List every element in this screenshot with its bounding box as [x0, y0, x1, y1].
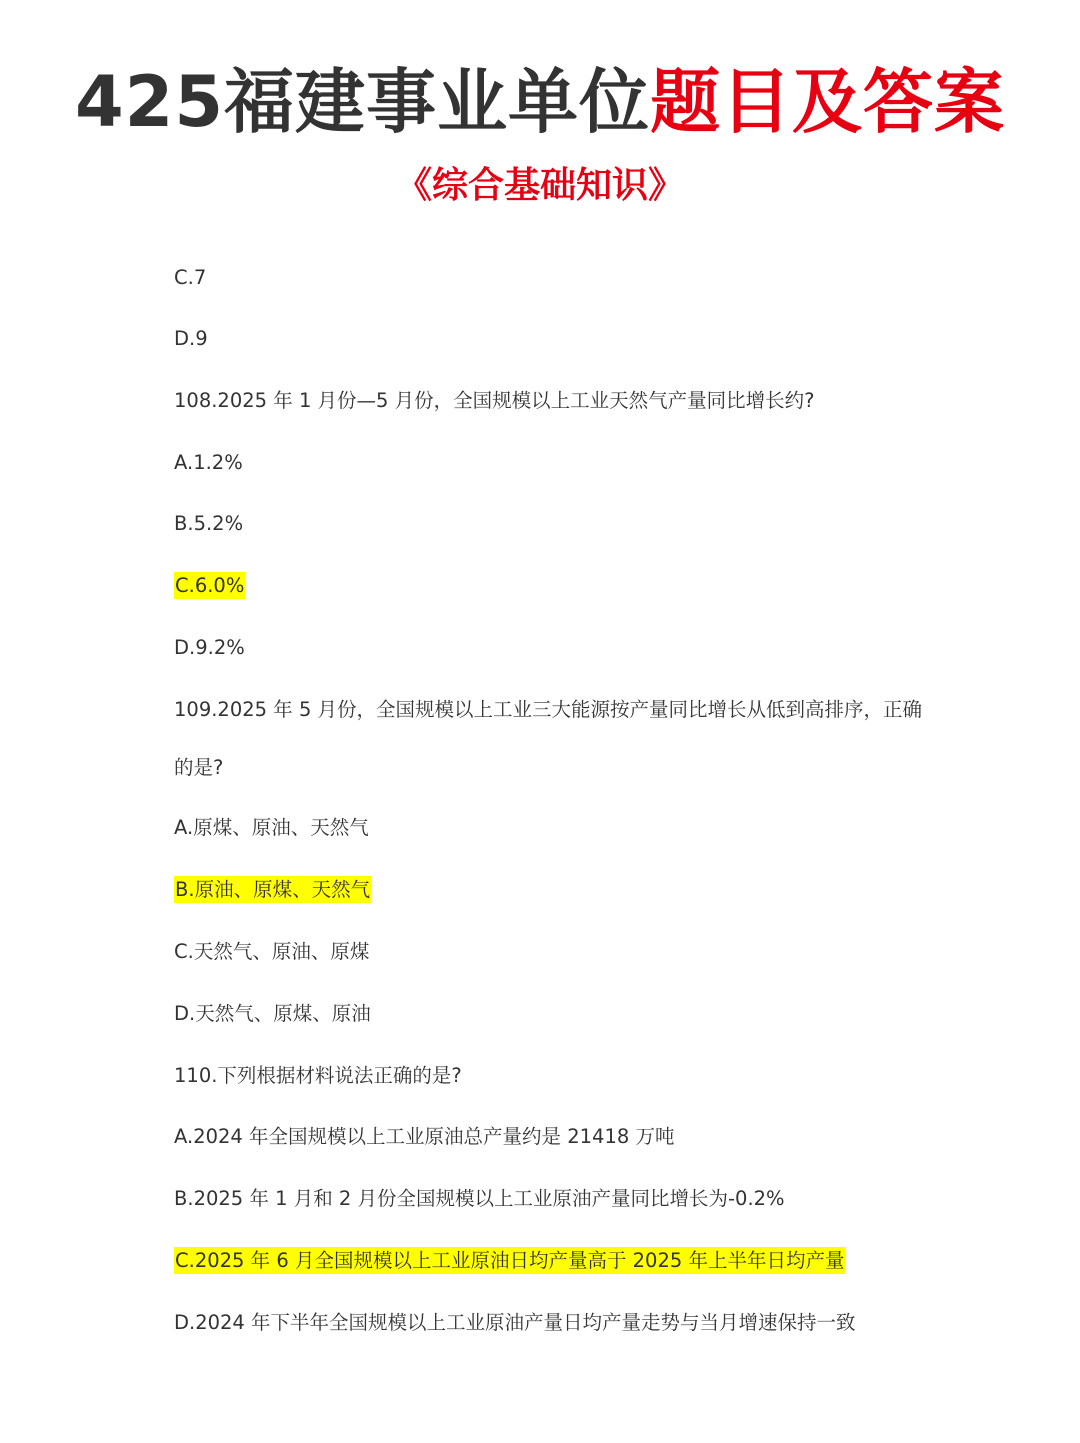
option-line — [174, 998, 371, 1030]
question-line — [174, 385, 815, 417]
correct-answer-line — [174, 874, 371, 906]
question-line — [174, 694, 922, 726]
line-text: D.天然气、原煤、原油 — [174, 1002, 371, 1025]
line-text: D.2024 年下半年全国规模以上工业原油产量日均产量走势与当月增速保持一致 — [174, 1311, 856, 1334]
page-subtitle: 《综合基础知识》 — [395, 165, 684, 206]
line-text: A.1.2% — [174, 451, 243, 474]
option-line — [174, 508, 243, 540]
question-line-continued — [174, 752, 223, 784]
correct-answer-line — [174, 570, 245, 602]
page-header — [0, 60, 1080, 208]
title-black-part: 425福建事业单位 — [74, 61, 651, 143]
option-line — [174, 632, 245, 664]
option-line — [174, 1307, 856, 1339]
line-text: 的是? — [174, 756, 224, 779]
title-red-part: 题目及答案 — [650, 61, 1006, 143]
line-text: A.原煤、原油、天然气 — [174, 816, 369, 839]
option-line — [174, 1121, 674, 1153]
line-text: 110.下列根据材料说法正确的是? — [174, 1064, 462, 1087]
answer-highlight: C.2025 年 6 月全国规模以上工业原油日均产量高于 2025 年上半年日均产量 — [175, 1249, 845, 1272]
page-title — [0, 60, 1080, 144]
option-line — [174, 936, 369, 968]
line-text: A.2024 年全国规模以上工业原油总产量约是 21418 万吨 — [174, 1125, 675, 1148]
answer-highlight: C.6.0% — [175, 574, 245, 597]
correct-answer-line — [174, 1245, 845, 1277]
option-line — [174, 323, 208, 355]
line-text: D.9 — [174, 327, 208, 350]
option-line — [174, 1183, 785, 1215]
question-line — [174, 1060, 462, 1092]
option-line — [174, 812, 369, 844]
line-text: D.9.2% — [174, 636, 245, 659]
line-text: B.2025 年 1 月和 2 月份全国规模以上工业原油产量同比增长为-0.2% — [174, 1187, 785, 1210]
line-text: C.7 — [174, 266, 207, 289]
option-line — [174, 262, 206, 294]
line-text: B.5.2% — [174, 512, 244, 535]
line-text: C.天然气、原油、原煤 — [174, 940, 370, 963]
option-line — [174, 447, 243, 479]
answer-highlight: B.原油、原煤、天然气 — [175, 878, 371, 901]
line-text: 108.2025 年 1 月份—5 月份，全国规模以上工业天然气产量同比增长约? — [174, 389, 815, 412]
line-text: 109.2025 年 5 月份，全国规模以上工业三大能源按产量同比增长从低到高排序，正确 — [174, 698, 923, 721]
